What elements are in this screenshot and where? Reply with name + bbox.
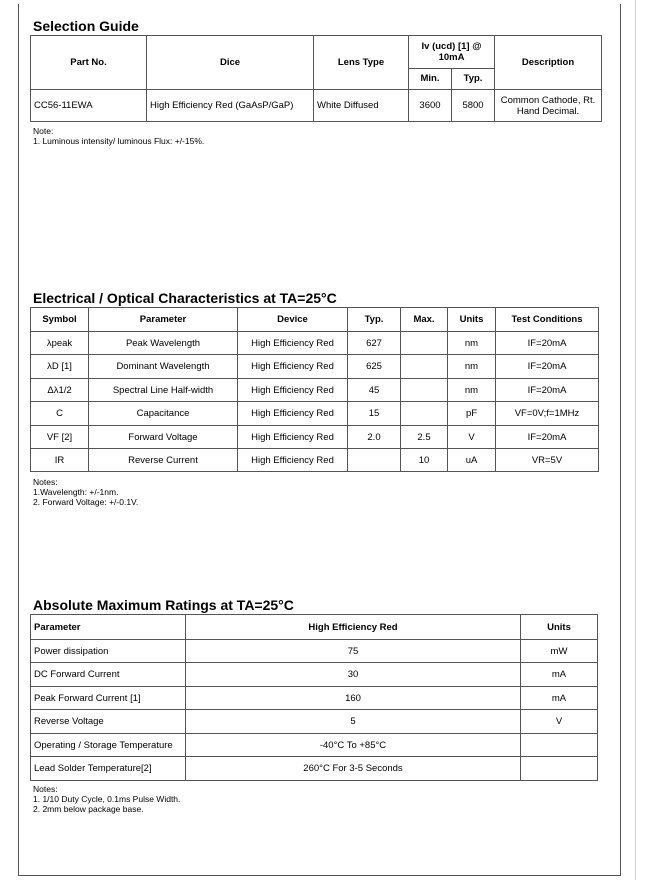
cell-symbol: IR	[31, 449, 89, 472]
cell-lens-type: White Diffused	[314, 90, 409, 122]
header-units: Units	[448, 308, 496, 332]
table-row	[31, 710, 598, 734]
header-units: Units	[521, 615, 598, 640]
selection-guide-table	[30, 35, 602, 122]
selection-notes	[33, 126, 204, 146]
electrical-title: Electrical / Optical Characteristics at TA=25°C	[33, 290, 337, 306]
absolute-ratings-title: Absolute Maximum Ratings at TA=25°C	[33, 597, 294, 613]
cell-units: uA	[448, 449, 496, 472]
cell-parameter: Peak Forward Current [1]	[31, 687, 186, 710]
note-line: Notes:	[33, 784, 58, 794]
cell-dice: High Efficiency Red (GaAsP/GaP)	[147, 90, 314, 122]
cell-units: mA	[521, 663, 598, 687]
header-max: Max.	[401, 308, 448, 332]
cell-test-conditions: IF=20mA	[496, 355, 599, 379]
header-symbol: Symbol	[31, 308, 89, 332]
cell-test-conditions: VR=5V	[496, 449, 599, 472]
absolute-ratings-table	[30, 614, 598, 781]
cell-symbol: λD [1]	[31, 355, 89, 379]
cell-units: pF	[448, 402, 496, 426]
cell-test-conditions: IF=20mA	[496, 426, 599, 449]
header-min: Min.	[409, 68, 452, 89]
cell-device: High Efficiency Red	[238, 402, 348, 426]
selection-guide-title: Selection Guide	[33, 18, 139, 34]
header-test-conditions: Test Conditions	[496, 308, 599, 332]
table-row	[31, 734, 598, 757]
note-line: 2. Forward Voltage: +/-0.1V.	[33, 497, 139, 507]
cell-symbol: Δλ1/2	[31, 379, 89, 402]
cell-device: High Efficiency Red	[238, 449, 348, 472]
header-part-no: Part No.	[31, 36, 147, 90]
cell-symbol: C	[31, 402, 89, 426]
note-line: Notes:	[33, 477, 58, 487]
cell-parameter: Forward Voltage	[89, 426, 238, 449]
cell-units: nm	[448, 355, 496, 379]
note-line: 1.Wavelength: +/-1nm.	[33, 487, 119, 497]
electrical-table	[30, 307, 599, 472]
cell-units: V	[448, 426, 496, 449]
cell-parameter: Power dissipation	[31, 640, 186, 663]
header-iv: Iv (ucd) [1] @ 10mA	[409, 36, 495, 69]
cell-units	[521, 734, 598, 757]
table-row	[31, 687, 598, 710]
absolute-notes	[33, 784, 180, 814]
cell-typ	[348, 449, 401, 472]
table-row	[31, 332, 599, 355]
cell-test-conditions: IF=20mA	[496, 379, 599, 402]
table-row	[31, 640, 598, 663]
header-description: Description	[495, 36, 602, 90]
cell-part-no: CC56-11EWA	[31, 90, 147, 122]
cell-parameter: Dominant Wavelength	[89, 355, 238, 379]
cell-units: mW	[521, 640, 598, 663]
cell-value: 260°C For 3-5 Seconds	[186, 757, 521, 781]
header-typ: Typ.	[452, 68, 495, 89]
cell-device: High Efficiency Red	[238, 379, 348, 402]
cell-units: nm	[448, 332, 496, 355]
cell-value: -40°C To +85°C	[186, 734, 521, 757]
cell-symbol: VF [2]	[31, 426, 89, 449]
cell-min: 3600	[409, 90, 452, 122]
cell-units: mA	[521, 687, 598, 710]
cell-symbol: λpeak	[31, 332, 89, 355]
cell-parameter: Lead Solder Temperature[2]	[31, 757, 186, 781]
viewer-edge	[635, 0, 636, 880]
cell-test-conditions: IF=20mA	[496, 332, 599, 355]
table-row	[31, 449, 599, 472]
table-row	[31, 426, 599, 449]
header-device: Device	[238, 308, 348, 332]
cell-typ: 625	[348, 355, 401, 379]
table-row	[31, 663, 598, 687]
table-row	[31, 757, 598, 781]
table-row	[31, 355, 599, 379]
header-lens-type: Lens Type	[314, 36, 409, 90]
header-parameter: Parameter	[89, 308, 238, 332]
cell-units: nm	[448, 379, 496, 402]
cell-units: V	[521, 710, 598, 734]
note-line: 1. Luminous intensity/ luminous Flux: +/-15%.	[33, 136, 205, 146]
cell-typ: 627	[348, 332, 401, 355]
cell-max: 2.5	[401, 426, 448, 449]
cell-parameter: DC Forward Current	[31, 663, 186, 687]
header-dice: Dice	[147, 36, 314, 90]
note-line: 2. 2mm below package base.	[33, 804, 144, 814]
header-typ: Typ.	[348, 308, 401, 332]
cell-parameter: Reverse Voltage	[31, 710, 186, 734]
cell-parameter: Spectral Line Half-width	[89, 379, 238, 402]
cell-description: Common Cathode, Rt. Hand Decimal.	[495, 90, 602, 122]
cell-max	[401, 355, 448, 379]
cell-units	[521, 757, 598, 781]
cell-parameter: Reverse Current	[89, 449, 238, 472]
cell-typ: 45	[348, 379, 401, 402]
cell-parameter: Capacitance	[89, 402, 238, 426]
cell-device: High Efficiency Red	[238, 355, 348, 379]
cell-value: 75	[186, 640, 521, 663]
cell-max: 10	[401, 449, 448, 472]
cell-max	[401, 379, 448, 402]
table-row	[31, 379, 599, 402]
cell-value: 5	[186, 710, 521, 734]
cell-parameter: Operating / Storage Temperature	[31, 734, 186, 757]
cell-max	[401, 402, 448, 426]
cell-value: 30	[186, 663, 521, 687]
cell-max	[401, 332, 448, 355]
cell-parameter: Peak Wavelength	[89, 332, 238, 355]
header-high-efficiency-red: High Efficiency Red	[186, 615, 521, 640]
cell-value: 160	[186, 687, 521, 710]
cell-device: High Efficiency Red	[238, 426, 348, 449]
cell-test-conditions: VF=0V;f=1MHz	[496, 402, 599, 426]
note-line: 1. 1/10 Duty Cycle, 0.1ms Pulse Width.	[33, 794, 181, 804]
electrical-notes	[33, 477, 138, 507]
cell-typ: 2.0	[348, 426, 401, 449]
note-line: Note:	[33, 126, 54, 136]
table-row	[31, 402, 599, 426]
header-parameter: Parameter	[31, 615, 186, 640]
cell-device: High Efficiency Red	[238, 332, 348, 355]
cell-typ: 5800	[452, 90, 495, 122]
cell-typ: 15	[348, 402, 401, 426]
